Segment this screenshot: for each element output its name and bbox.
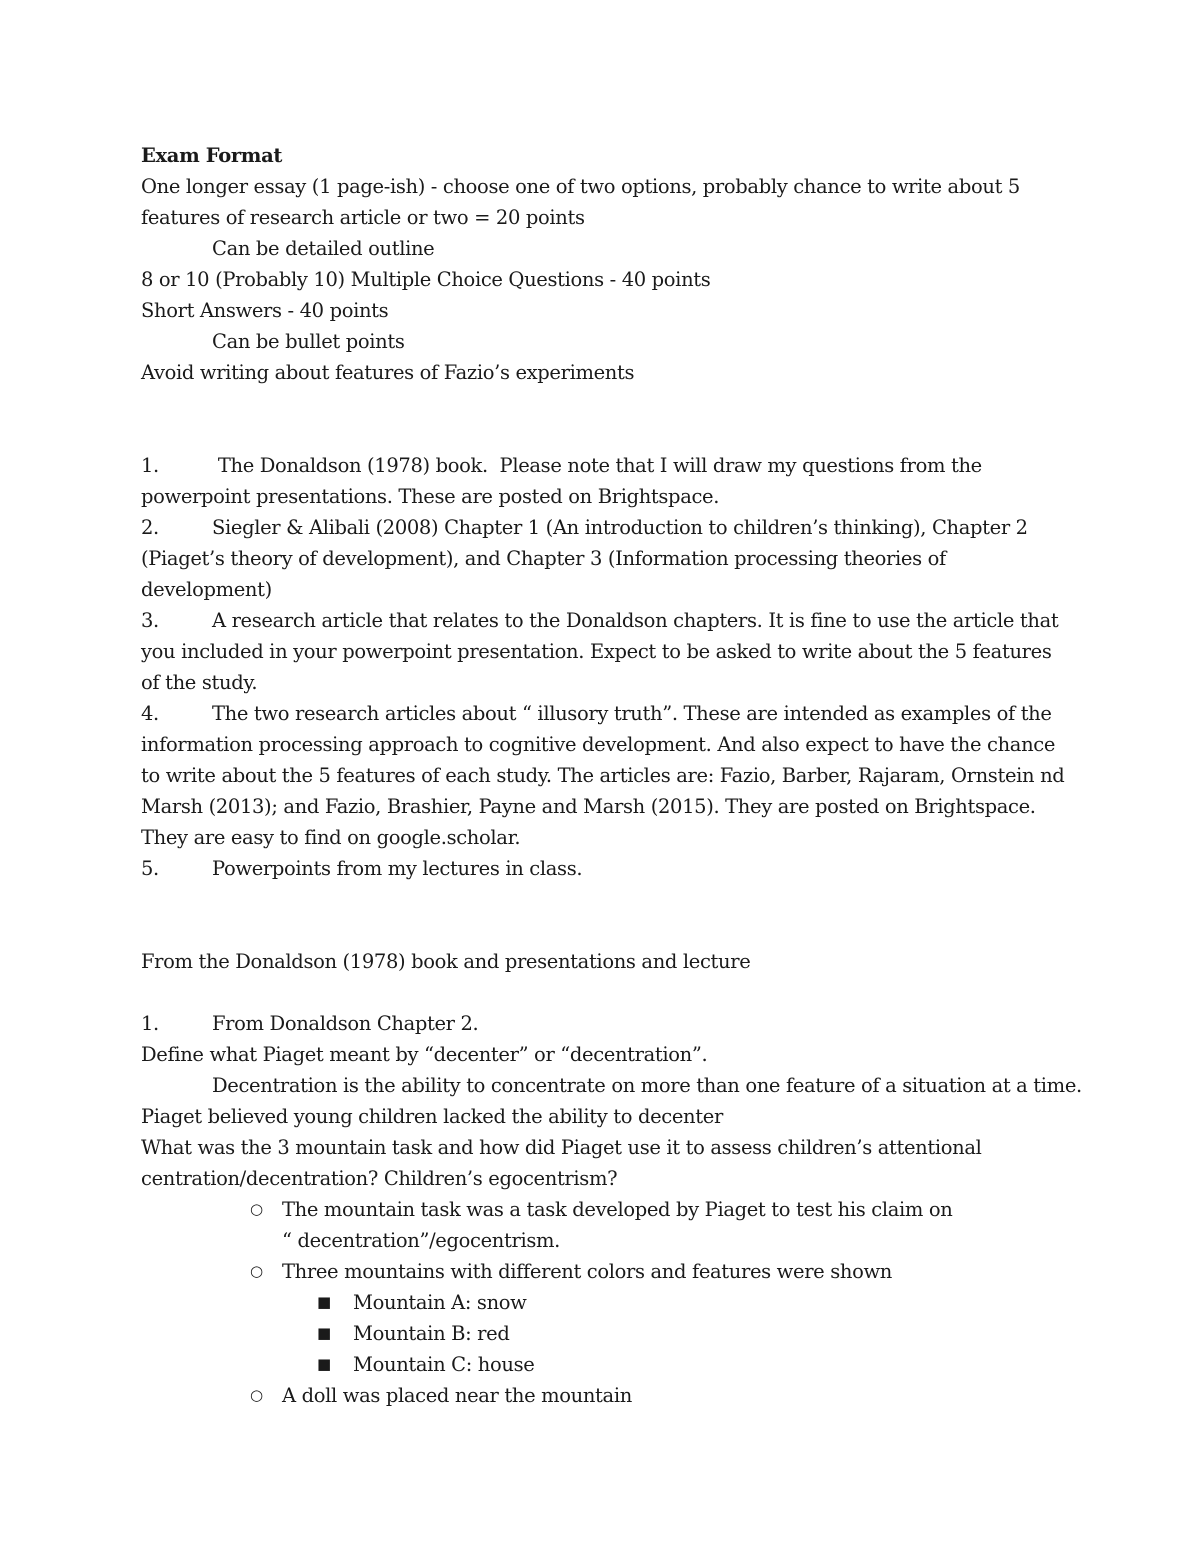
sources-list — [141, 450, 1071, 884]
source-item-1 — [141, 450, 1071, 481]
spacer — [141, 388, 1071, 450]
source-text-line: (Piaget’s theory of development), and Chapter 3 (Information processing theories of — [141, 547, 946, 570]
sub-bullet-text: Mountain A: snow — [353, 1291, 527, 1314]
spacer — [141, 884, 1071, 946]
source-text-line: Powerpoints from my lectures in class. — [212, 857, 583, 880]
source-text-line: The Donaldson (1978) book. Please note that I will draw my questions from the — [212, 454, 982, 477]
source-text-line: They are easy to find on google.scholar. — [141, 826, 521, 849]
bullet-continuation — [141, 1225, 1071, 1256]
source-text-line: information processing approach to cognitive development. And also expect to have the chance — [141, 733, 1056, 756]
sub-bullet-item — [141, 1349, 1071, 1380]
bullet-text: Three mountains with different colors and features were shown — [282, 1260, 893, 1283]
source-number: 1. — [141, 454, 159, 477]
item-number: 1. — [141, 1012, 159, 1035]
source-text-line: The two research articles about “ illusory truth”. These are intended as examples of the — [212, 702, 1052, 725]
define-answer-2: Piaget believed young children lacked the ability to decenter — [141, 1105, 723, 1128]
square-bullet-icon: ■ — [317, 1324, 331, 1342]
define-question: Define what Piaget meant by “decenter” or “decentration”. — [141, 1043, 708, 1066]
bullet-text: The mountain task was a task developed by Piaget to test his claim on — [282, 1198, 953, 1221]
donaldson-heading: From the Donaldson (1978) book and presentations and lecture — [141, 950, 751, 973]
source-item-3 — [141, 605, 1071, 636]
source-text-line: A research article that relates to the Donaldson chapters. It is fine to use the article that — [212, 609, 1059, 632]
bullet-item — [141, 1380, 1071, 1411]
source-item-4 — [141, 698, 1071, 729]
source-item-2 — [141, 512, 1071, 543]
essay-note: Can be detailed outline — [212, 237, 435, 260]
sub-bullet-text: Mountain B: red — [353, 1322, 510, 1345]
source-number: 4. — [141, 702, 159, 725]
item-text: From Donaldson Chapter 2. — [212, 1012, 479, 1035]
multiple-choice-line: 8 or 10 (Probably 10) Multiple Choice Questions - 40 points — [141, 268, 711, 291]
circle-bullet-icon: ○ — [250, 1386, 263, 1404]
circle-bullet-icon: ○ — [250, 1262, 263, 1280]
short-answers-line: Short Answers - 40 points — [141, 299, 389, 322]
define-answer-1: Decentration is the ability to concentrate on more than one feature of a situation at a time. — [212, 1074, 1082, 1097]
bullet-item — [141, 1194, 1071, 1225]
essay-line-1: One longer essay (1 page-ish) - choose one of two options, probably chance to write about 5 — [141, 175, 1020, 198]
spacer — [141, 977, 1071, 1008]
donaldson-item-1 — [141, 1008, 1071, 1039]
square-bullet-icon: ■ — [317, 1293, 331, 1311]
avoid-line: Avoid writing about features of Fazio’s experiments — [141, 361, 635, 384]
source-number: 2. — [141, 516, 159, 539]
source-text-line: Siegler & Alibali (2008) Chapter 1 (An introduction to children’s thinking), Chapter 2 — [212, 516, 1028, 539]
source-text-line: powerpoint presentations. These are posted on Brightspace. — [141, 485, 720, 508]
exam-format-title: Exam Format — [141, 144, 283, 167]
bullet-text: A doll was placed near the mountain — [282, 1384, 632, 1407]
source-item-5 — [141, 853, 1071, 884]
short-answers-note: Can be bullet points — [212, 330, 405, 353]
source-text-line: you included in your powerpoint presentation. Expect to be asked to write about the 5 features — [141, 640, 1052, 663]
sub-bullet-item — [141, 1287, 1071, 1318]
mountain-question-1: What was the 3 mountain task and how did Piaget use it to assess children’s attentional — [141, 1136, 982, 1159]
source-number: 5. — [141, 857, 159, 880]
sub-bullet-text: Mountain C: house — [353, 1353, 535, 1376]
bullet-item — [141, 1256, 1071, 1287]
essay-line-2: features of research article or two = 20 points — [141, 206, 585, 229]
document-page — [141, 140, 1082, 1411]
source-text-line: of the study. — [141, 671, 258, 694]
sub-bullet-item — [141, 1318, 1071, 1349]
source-number: 3. — [141, 609, 159, 632]
bullet-text: “ decentration”/egocentrism. — [282, 1229, 560, 1252]
source-text-line: Marsh (2013); and Fazio, Brashier, Payne and Marsh (2015). They are posted on Brightspace. — [141, 795, 1036, 818]
square-bullet-icon: ■ — [317, 1355, 331, 1373]
source-text-line: to write about the 5 features of each study. The articles are: Fazio, Barber, Rajaram, Ornstein nd — [141, 764, 1065, 787]
source-text-line: development) — [141, 578, 272, 601]
mountain-question-2: centration/decentration? Children’s egocentrism? — [141, 1167, 618, 1190]
circle-bullet-icon: ○ — [250, 1200, 263, 1218]
